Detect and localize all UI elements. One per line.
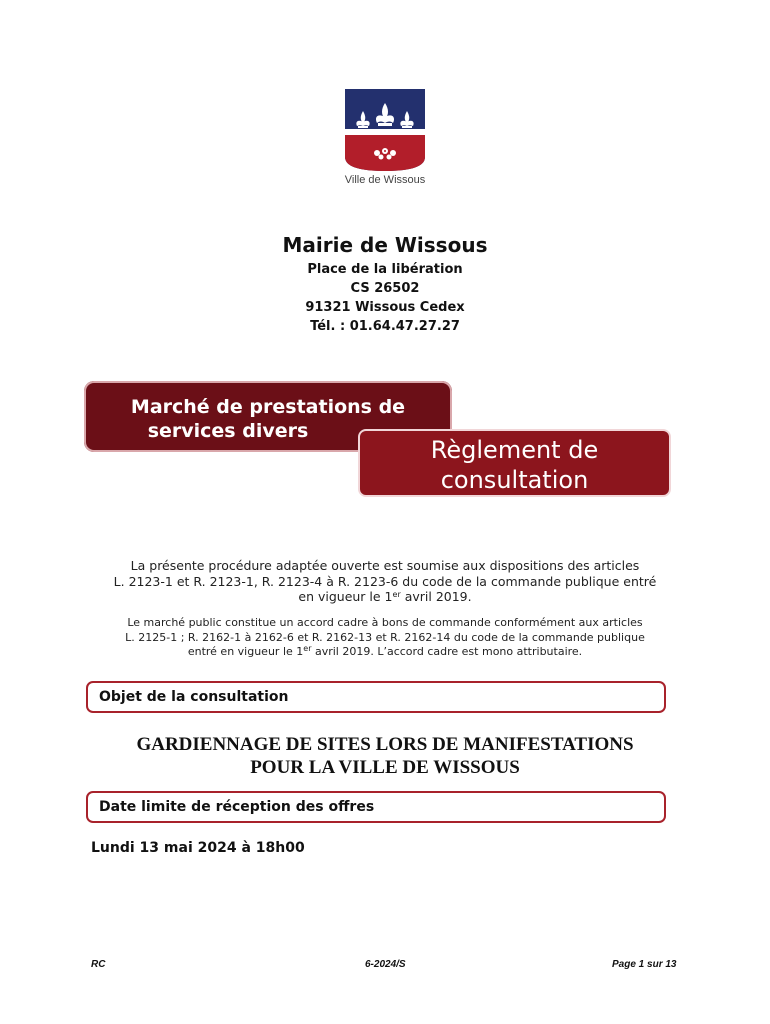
logo-caption: Ville de Wissous: [344, 174, 426, 186]
marche-title-line2-text: services divers: [147, 420, 309, 442]
objet-title-line2: POUR LA VILLE DE WISSOUS: [250, 757, 520, 778]
accord-cadre-paragraph: [90, 616, 680, 660]
date-limite-label: Date limite de réception des offres: [99, 799, 375, 815]
paragraph-line: L. 2123-1 et R. 2123-1, R. 2123-4 à R. 2123-6 du code de la commande publique entré: [113, 573, 657, 589]
date-limite-value: Lundi 13 mai 2024 à 18h00: [91, 840, 305, 856]
reglement-title-line1: Règlement de: [430, 436, 599, 464]
footer-document-type: RC: [91, 959, 106, 970]
paragraph-line: [90, 645, 680, 660]
address-line: CS 26502: [350, 281, 420, 296]
phone-line: Tél. : 01.64.47.27.27: [310, 319, 460, 334]
text-span: entré en vigueur le 1: [187, 645, 304, 658]
paragraph-line: Le marché public constitue un accord cadre à bons de commande conformément aux articles: [127, 616, 643, 629]
mairie-name: Mairie de Wissous: [282, 233, 488, 257]
reglement-title-line2: consultation: [440, 466, 589, 494]
objet-title-line1: GARDIENNAGE DE SITES LORS DE MANIFESTATIONS: [136, 734, 634, 755]
paragraph-line: La présente procédure adaptée ouverte est soumise aux dispositions des articles: [130, 558, 640, 573]
footer-reference: 6-2024/S: [365, 959, 406, 970]
address-line: 91321 Wissous Cedex: [305, 300, 465, 315]
superscript: er: [392, 590, 401, 599]
shield-band: [345, 129, 425, 135]
text-span: en vigueur le 1: [298, 589, 393, 604]
text-span: avril 2019. L’accord cadre est mono attributaire.: [311, 645, 583, 658]
paragraph-line: L. 2125-1 ; R. 2162-1 à 2162-6 et R. 2162-13 et R. 2162-14 du code de la commande publique: [125, 630, 645, 644]
address-line: Place de la libération: [307, 262, 463, 277]
objet-title: [60, 733, 710, 779]
footer-page-number: Page 1 sur 13: [612, 959, 677, 970]
paragraph-line: [90, 589, 680, 605]
procedure-paragraph: [90, 558, 680, 605]
text-span: avril 2019.: [400, 589, 472, 604]
objet-section-label: Objet de la consultation: [99, 689, 289, 705]
marche-title-line1: Marché de prestations de: [130, 396, 406, 418]
superscript: er: [303, 644, 312, 653]
